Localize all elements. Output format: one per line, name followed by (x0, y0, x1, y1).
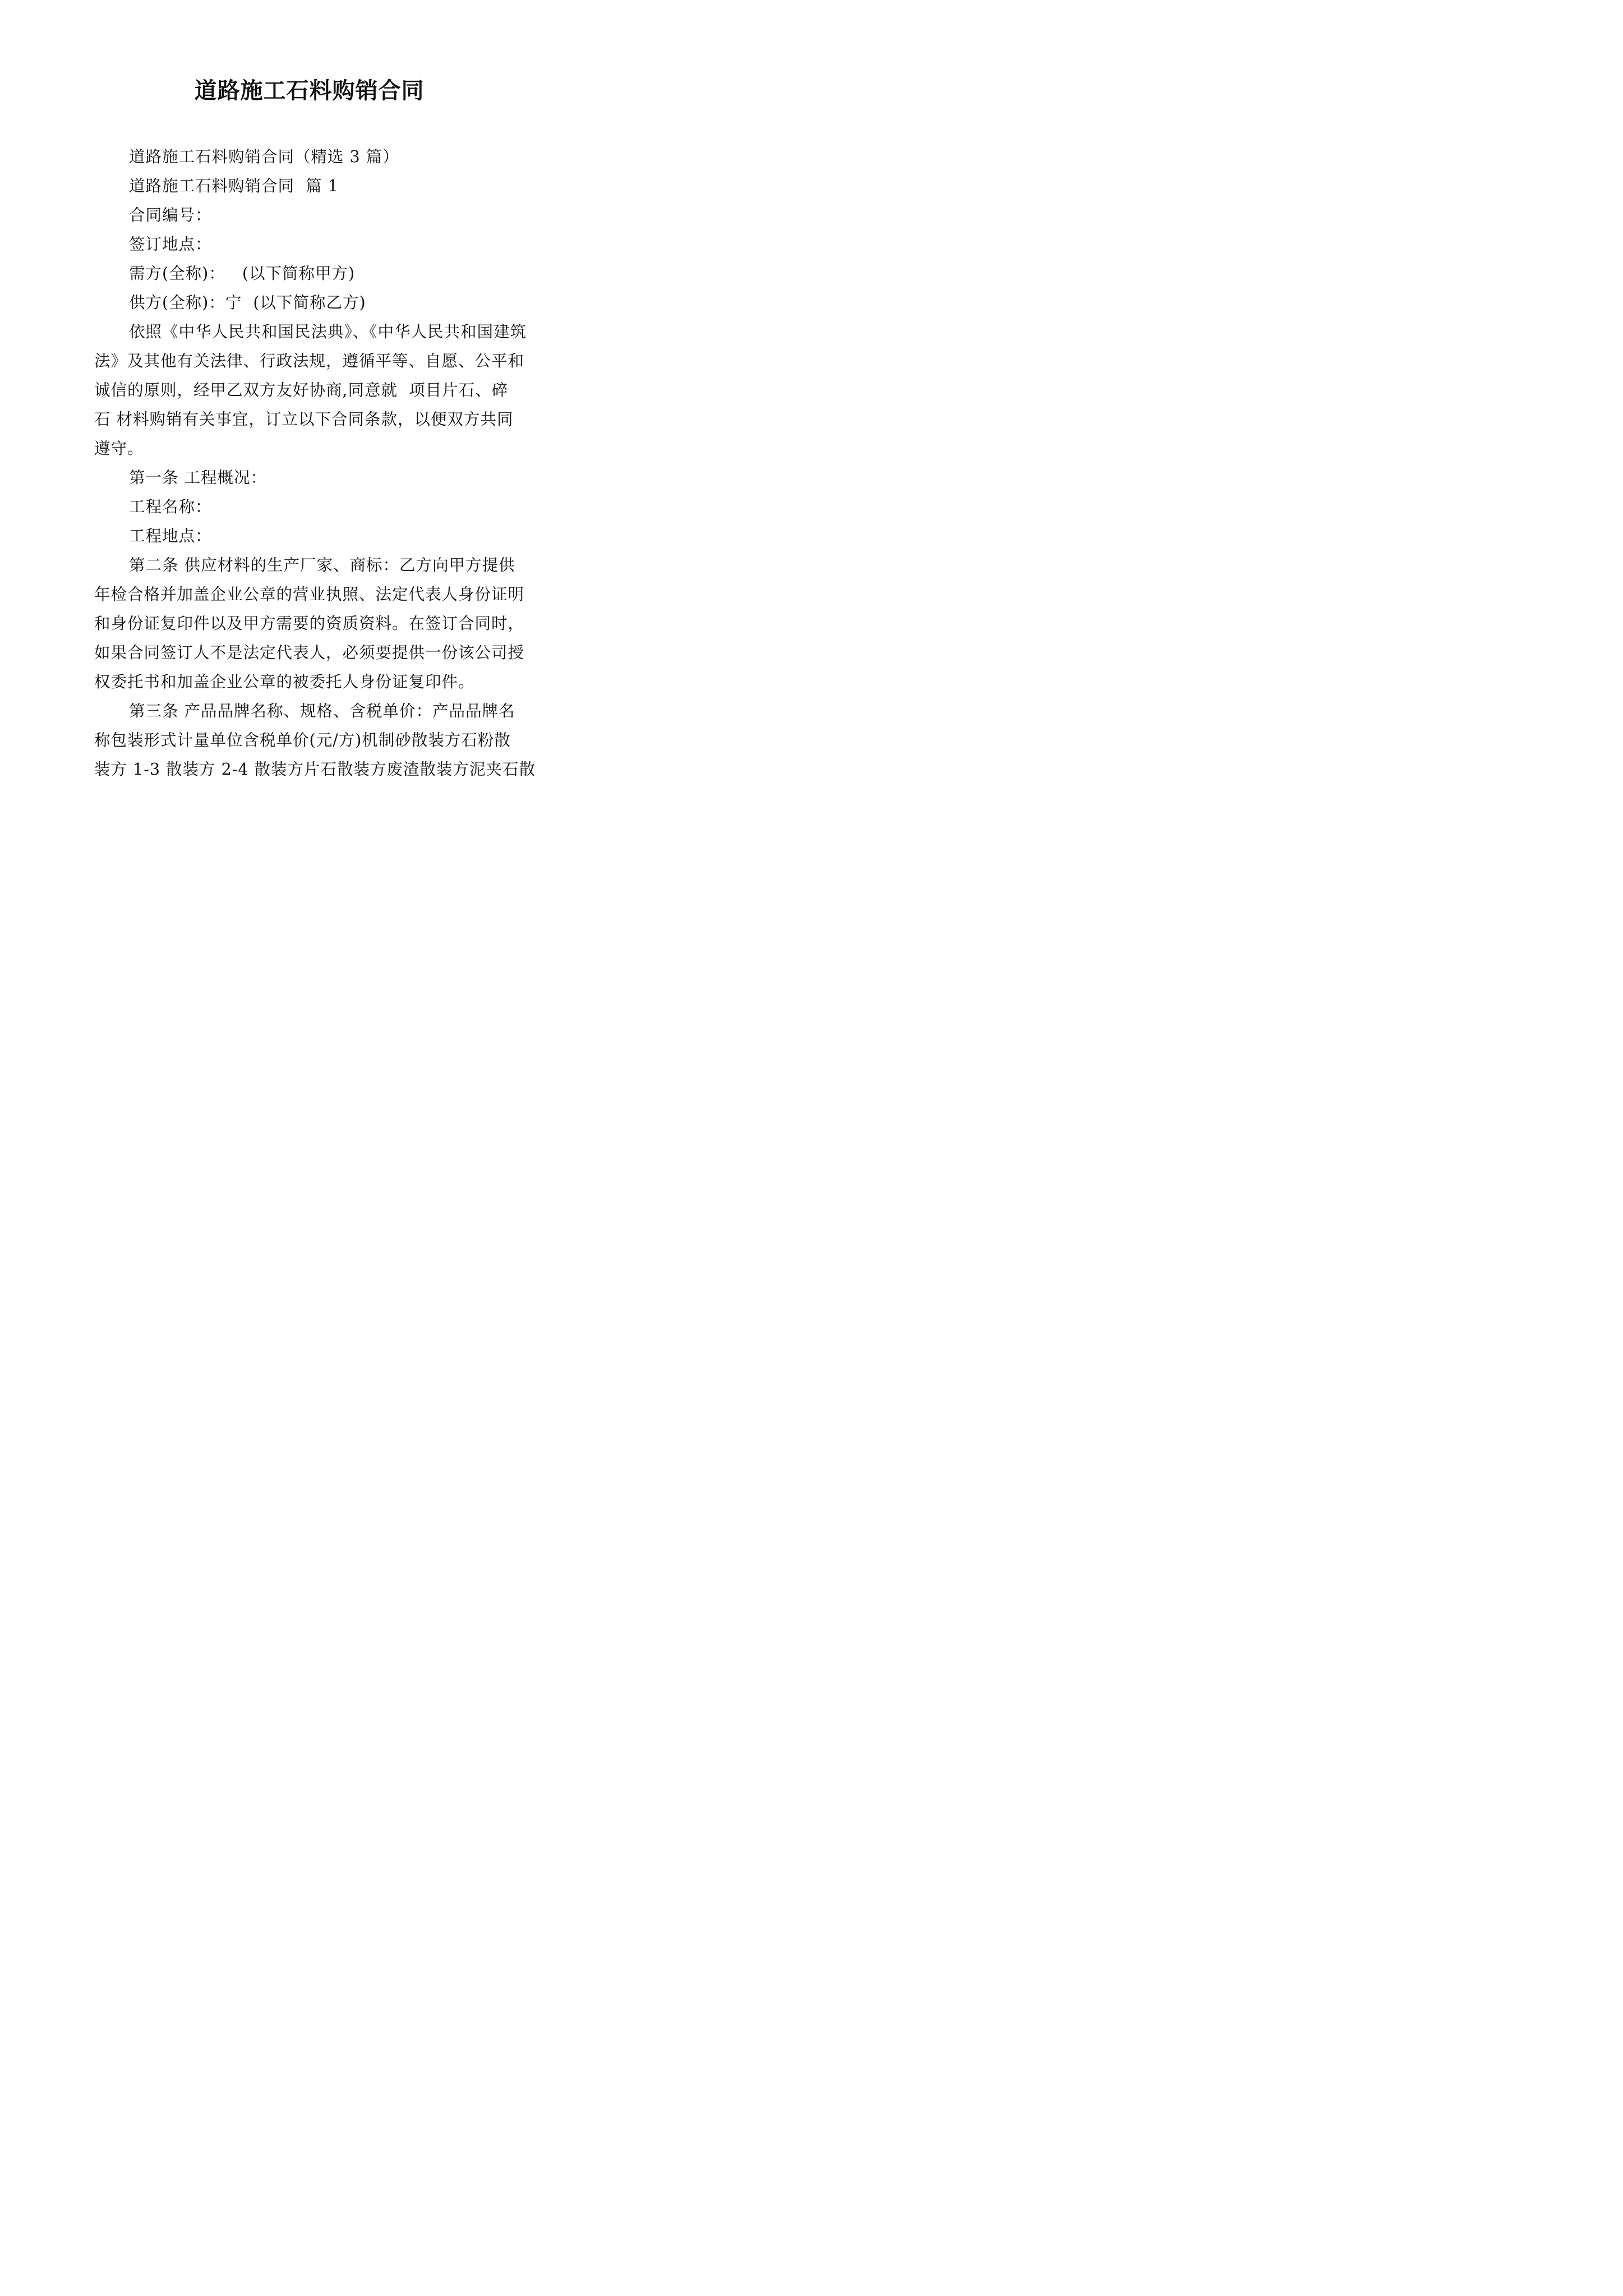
section-heading: 道路施工石料购销合同 篇 1 (129, 177, 339, 195)
supplier-line: 供方(全称)：宁 (以下简称乙方) (129, 293, 366, 312)
paragraph-line: 遵守。 (94, 439, 144, 458)
paragraph-line: 称包装形式计量单位含税单价(元/方)机制砂散装方石粉散 (94, 731, 511, 749)
paragraph-line: 石 材料购销有关事宜，订立以下合同条款，以便双方共同 (94, 410, 514, 429)
paragraph-line: 装方 1-3 散装方 2-4 散装方片石散装方废渣散装方泥夹石散 (94, 760, 536, 779)
article-heading: 第一条 工程概况： (129, 468, 268, 487)
signing-place-line: 签订地点： (129, 235, 212, 254)
paragraph-line: 依照《中华人民共和国民法典》、《中华人民共和国建筑 (129, 323, 527, 341)
paragraph-line: 诚信的原则，经甲乙双方友好协商,同意就 项目片石、碎 (94, 381, 509, 399)
buyer-line: 需方(全称)： (以下简称甲方) (129, 264, 356, 283)
paragraph-line: 法》及其他有关法律、行政法规，遵循平等、自愿、公平和 (94, 352, 525, 370)
document-page (0, 0, 619, 876)
project-name-line: 工程名称： (129, 498, 212, 516)
document-body (94, 142, 536, 784)
paragraph-line: 年检合格并加盖企业公章的营业执照、法定代表人身份证明 (94, 585, 525, 604)
project-location-line: 工程地点： (129, 527, 212, 545)
paragraph-line: 第三条 产品品牌名称、规格、含税单价：产品品牌名 (129, 702, 515, 720)
subtitle-line: 道路施工石料购销合同（精选 3 篇） (129, 148, 399, 166)
paragraph-line: 如果合同签订人不是法定代表人，必须要提供一份该公司授 (94, 643, 525, 662)
paragraph-line: 第二条 供应材料的生产厂家、商标：乙方向甲方提供 (129, 556, 515, 574)
contract-number-line: 合同编号： (129, 206, 212, 224)
paragraph-line: 权委托书和加盖企业公章的被委托人身份证复印件。 (94, 673, 475, 691)
document-title: 道路施工石料购销合同 (194, 77, 425, 104)
paragraph-line: 和身份证复印件以及甲方需要的资质资料。在签订合同时， (94, 614, 525, 633)
